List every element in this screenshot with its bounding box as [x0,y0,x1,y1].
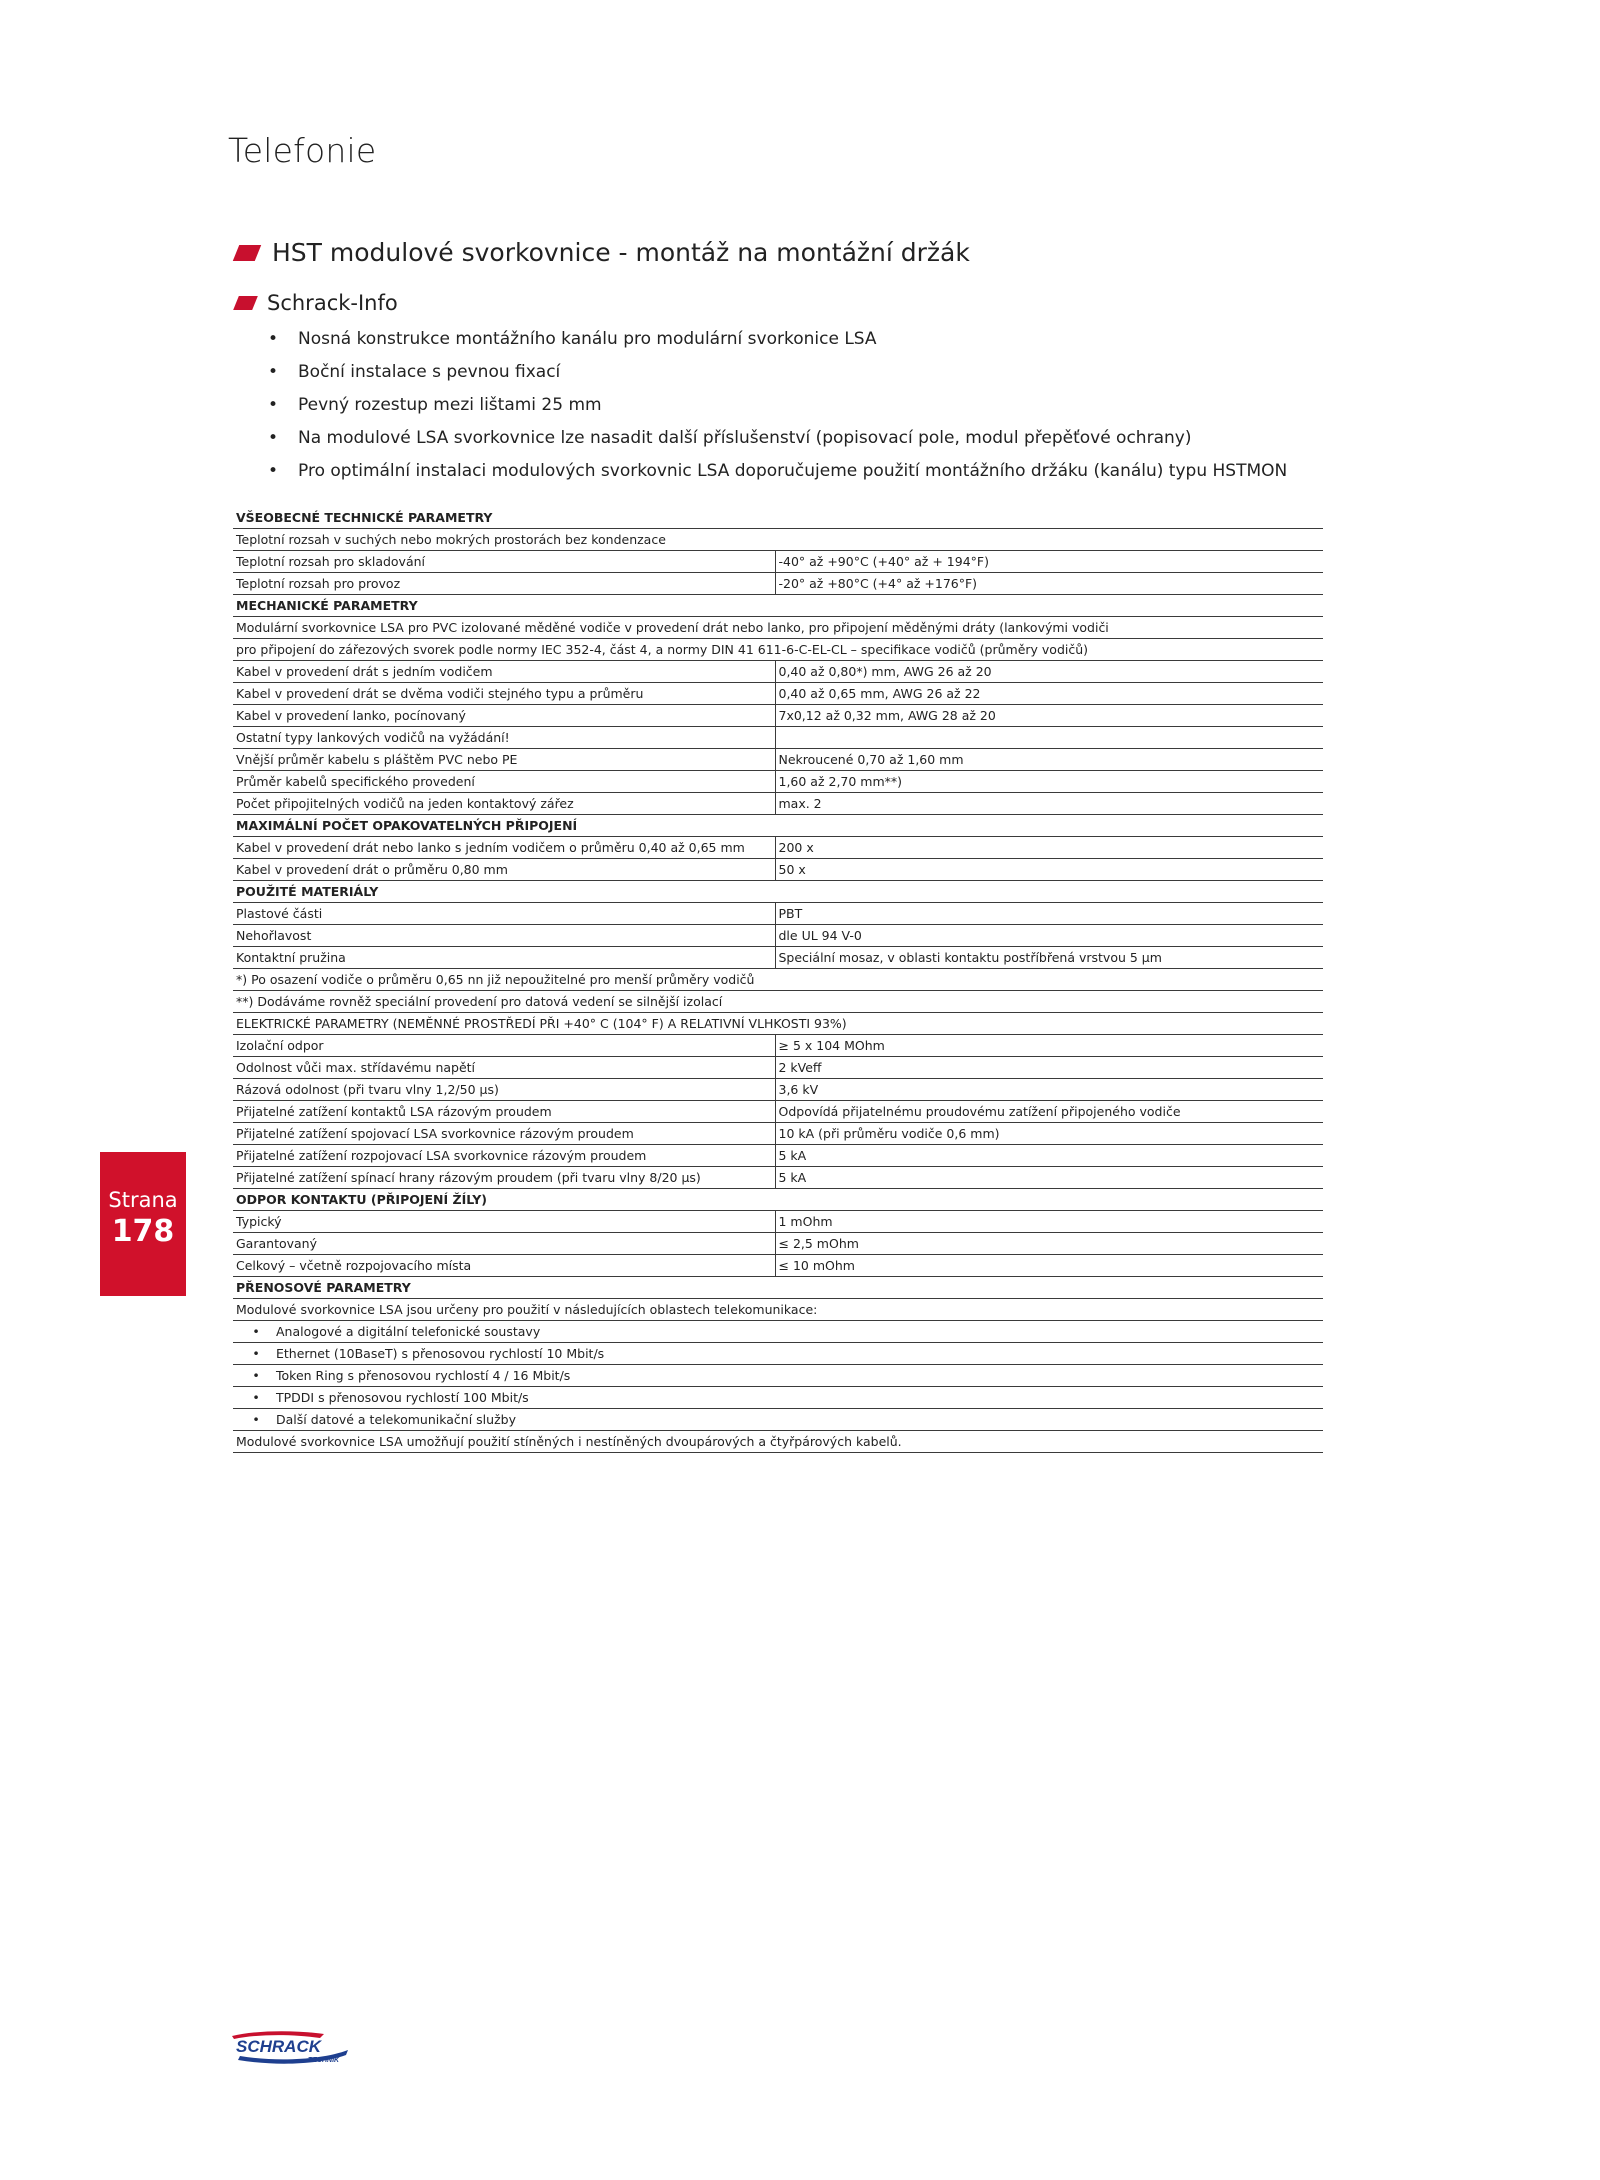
page-number-tab [100,1152,186,1296]
table-row: Průměr kabelů specifického provedení 1,60 až 2,70 mm**) [233,771,1323,793]
bullet-icon: • [268,395,279,415]
table-row: Rázová odolnost (při tvaru vlny 1,2/50 µs) 3,6 kV [233,1079,1323,1101]
table-section-header: POUŽITÉ MATERIÁLY [233,881,1323,903]
page-title: Telefonie [228,131,377,170]
table-row: Přijatelné zatížení spínací hrany rázovým proudem (při tvaru vlny 8/20 µs) 5 kA [233,1167,1323,1189]
bullet-icon: • [252,1390,260,1405]
table-row: Přijatelné zatížení spojovací LSA svorkovnice rázovým proudem 10 kA (při průměru vodiče 0,6 mm) [233,1123,1323,1145]
table-row: Vnější průměr kabelu s pláštěm PVC nebo PE Nekroucené 0,70 až 1,60 mm [233,749,1323,771]
table-row: Teplotní rozsah pro provoz -20° až +80°C (+4° až +176°F) [233,573,1323,595]
table-section-header: MAXIMÁLNÍ POČET OPAKOVATELNÝCH PŘIPOJENÍ [233,815,1323,837]
table-row: • Token Ring s přenosovou rychlostí 4 / 16 Mbit/s [233,1365,1323,1387]
table-row: • Ethernet (10BaseT) s přenosovou rychlostí 10 Mbit/s [233,1343,1323,1365]
table-row: Garantovaný ≤ 2,5 mOhm [233,1233,1323,1255]
section-heading [236,238,970,267]
bullet-icon: • [268,329,279,349]
page-label: Strana [108,1188,178,1212]
table-section-header: ODPOR KONTAKTU (PŘIPOJENÍ ŽÍLY) [233,1189,1323,1211]
table-row: Teplotní rozsah v suchých nebo mokrých prostorách bez kondenzace [233,529,1323,551]
table-row: Modulové svorkovnice LSA umožňují použití stíněných i nestíněných dvoupárových a čtyřpárových kabelů. [233,1431,1323,1453]
list-item: • Boční instalace s pevnou fixací [268,359,1287,392]
table-section-header: PŘENOSOVÉ PARAMETRY [233,1277,1323,1299]
table-row: Plastové části PBT [233,903,1323,925]
table-section-header: VŠEOBECNÉ TECHNICKÉ PARAMETRY [233,507,1323,529]
bullet-icon: • [252,1346,260,1361]
table-row: Modulové svorkovnice LSA jsou určeny pro použití v následujících oblastech telekomunikace: [233,1299,1323,1321]
bullet-icon: • [268,362,279,382]
table-row: Izolační odpor ≥ 5 x 104 MOhm [233,1035,1323,1057]
list-item: • Nosná konstrukce montážního kanálu pro modulární svorkonice LSA [268,326,1287,359]
section-title: HST modulové svorkovnice - montáž na montážní držák [272,238,970,267]
table-row: Kabel v provedení lanko, pocínovaný 7x0,12 až 0,32 mm, AWG 28 až 20 [233,705,1323,727]
table-row: • TPDDI s přenosovou rychlostí 100 Mbit/s [233,1387,1323,1409]
bullet-icon: • [268,428,279,448]
table-row: Kabel v provedení drát nebo lanko s jedním vodičem o průměru 0,40 až 0,65 mm 200 x [233,837,1323,859]
table-row: Kabel v provedení drát s jedním vodičem 0,40 až 0,80*) mm, AWG 26 až 20 [233,661,1323,683]
table-row: Nehořlavost dle UL 94 V-0 [233,925,1323,947]
table-row: Celkový – včetně rozpojovacího místa ≤ 10 mOhm [233,1255,1323,1277]
table-row: Počet připojitelných vodičů na jeden kontaktový zářez max. 2 [233,793,1323,815]
table-row: • Analogové a digitální telefonické soustavy [233,1321,1323,1343]
table-row: Přijatelné zatížení kontaktů LSA rázovým proudem Odpovídá přijatelnému proudovému zatížení připojeného vodiče [233,1101,1323,1123]
table-row: • Další datové a telekomunikační služby [233,1409,1323,1431]
table-section-header: MECHANICKÉ PARAMETRY [233,595,1323,617]
bullet-icon: • [252,1324,260,1339]
table-row: Kabel v provedení drát o průměru 0,80 mm 50 x [233,859,1323,881]
table-row: Typický 1 mOhm [233,1211,1323,1233]
table-row: Přijatelné zatížení rozpojovací LSA svorkovnice rázovým proudem 5 kA [233,1145,1323,1167]
logo-brand: SCHRACK [236,2037,321,2056]
table-row: Teplotní rozsah pro skladování -40° až +90°C (+40° až + 194°F) [233,551,1323,573]
table-row: Odolnost vůči max. střídavému napětí 2 kVeff [233,1057,1323,1079]
table-row: Ostatní typy lankových vodičů na vyžádání! [233,727,1323,749]
info-marker-icon [233,296,258,310]
list-item: • Pevný rozestup mezi lištami 25 mm [268,392,1287,425]
table-row: Kontaktní pružina Speciální mosaz, v oblasti kontaktu postříbřená vrstvou 5 µm [233,947,1323,969]
bullet-icon: • [252,1412,260,1427]
table-row: pro připojení do zářezových svorek podle normy IEC 352-4, část 4, a normy DIN 41 611-6-C-EL-CL – specifikace vodičů (průměry vodičů) [233,639,1323,661]
footnote-row: *) Po osazení vodiče o průměru 0,65 nn již nepoužitelné pro menší průměry vodičů [233,969,1323,991]
table-row: Kabel v provedení drát se dvěma vodiči stejného typu a průměru 0,40 až 0,65 mm, AWG 26 až 22 [233,683,1323,705]
info-bullet-list [268,326,1287,491]
logo-sub: TECHNIK [308,2057,340,2064]
schrack-logo-icon [226,2028,354,2066]
schrack-logo [226,2028,354,2070]
bullet-icon: • [268,461,279,481]
list-item: • Na modulové LSA svorkovnice lze nasadit další příslušenství (popisovací pole, modul přepěťové ochrany) [268,425,1287,458]
info-heading [236,291,398,315]
page-number: 178 [111,1214,175,1249]
section-marker-icon [233,245,261,261]
info-title: Schrack-Info [267,291,398,315]
spec-table [233,507,1323,1453]
footnote-row: **) Dodáváme rovněž speciální provedení pro datová vedení se silnější izolací [233,991,1323,1013]
table-section-header: ELEKTRICKÉ PARAMETRY (NEMĚNNÉ PROSTŘEDÍ PŘI +40° C (104° F) A RELATIVNÍ VLHKOSTI 93%) [233,1013,1323,1035]
list-item: • Pro optimální instalaci modulových svorkovnic LSA doporučujeme použití montážního držáku (kanálu) typu HSTMON [268,458,1287,491]
bullet-icon: • [252,1368,260,1383]
table-row: Modulární svorkovnice LSA pro PVC izolované měděné vodiče v provedení drát nebo lanko, pro připojení měděnými dráty (lankovými vodiči [233,617,1323,639]
